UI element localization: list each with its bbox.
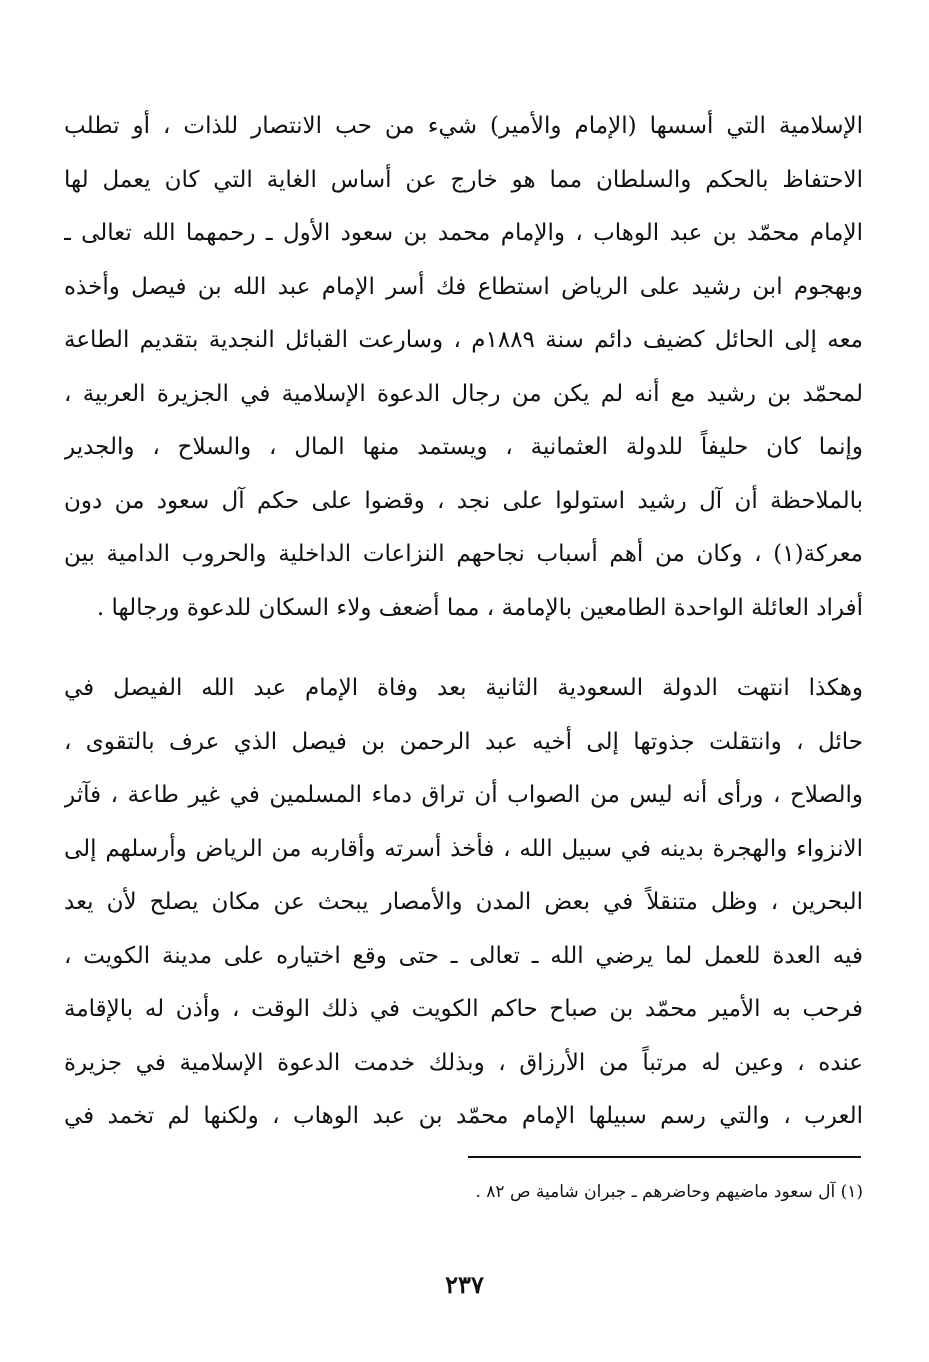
footnote: (١) آل سعود ماضيهم وحاضرهم ـ جبران شامية ص ٨٢ . [475,1182,863,1202]
text-line: فيه العدة للعمل لما يرضي الله ـ تعالى ـ حتى وقع اختياره على مدينة الكويت ، [64,942,863,969]
text-line: بالملاحظة أن آل رشيد استولوا على نجد ، وقضوا على حكم آل سعود من دون [64,487,863,514]
text-line: حائل ، وانتقلت جذوتها إلى أخيه عبد الرحمن بن فيصل الذي عرف بالتقوى ، [64,728,863,755]
text-line: وهكذا انتهت الدولة السعودية الثانية بعد وفاة الإمام عبد الله الفيصل في [64,675,863,701]
text-line: أفراد العائلة الواحدة الطامعين بالإمامة ، مما أضعف ولاء السكان للدعوة ورجالها . [96,594,863,621]
text-line: الاحتفاظ بالحكم والسلطان مما هو خارج عن أساس الغاية التي كان يعمل لها [64,166,863,193]
text-line: الإمام محمّد بن عبد الوهاب ، والإمام محمد بن سعود الأول ـ رحمهما الله تعالى ـ [64,220,863,246]
text-line: معه إلى الحائل كضيف دائم سنة ١٨٨٩م ، وسارعت القبائل النجدية بتقديم الطاعة [64,327,863,353]
footnote-divider [468,1156,861,1158]
text-line: فرحب به الأمير محمّد بن صباح حاكم الكويت في ذلك الوقت ، وأذن له بالإقامة [64,996,863,1022]
text-line: وإنما كان حليفاً للدولة العثمانية ، ويستمد منها المال ، والسلاح ، والجدير [64,434,863,460]
text-line: البحرين ، وظل متنقلاً في بعض المدن والأمصار يبحث عن مكان يصلح لأن يعد [64,889,863,915]
text-line: وبهجوم ابن رشيد على الرياض استطاع فك أسر الإمام عبد الله بن فيصل وأخذه [64,273,863,300]
text-line: معركة(١) ، وكان من أهم أسباب نجاحهم النزاعات الداخلية والحروب الدامية بين [64,541,863,567]
page-number: ٢٣٧ [445,1270,484,1299]
text-line: الإسلامية التي أسسها (الإمام والأمير) شيء من حب الانتصار للذات ، أو تطلب [64,113,863,139]
text-line: الانزواء والهجرة بدينه في سبيل الله ، فأخذ أسرته وأقاربه من الرياض وأرسلهم إلى [64,835,863,862]
text-line: والصلاح ، ورأى أنه ليس من الصواب أن تراق دماء المسلمين في غير طاعة ، فآثر [64,782,863,808]
text-line: لمحمّد بن رشيد مع أنه لم يكن من رجال الدعوة الإسلامية في الجزيرة العربية ، [64,380,863,407]
text-line: عنده ، وعين له مرتباً من الأرزاق ، وبذلك خدمت الدعوة الإسلامية في جزيرة [64,1049,863,1076]
text-line: العرب ، والتي رسم سبيلها الإمام محمّد بن عبد الوهاب ، ولكنها لم تخمد في [64,1103,863,1129]
paragraph-2 [64,662,863,1144]
paragraph-1 [64,100,863,635]
